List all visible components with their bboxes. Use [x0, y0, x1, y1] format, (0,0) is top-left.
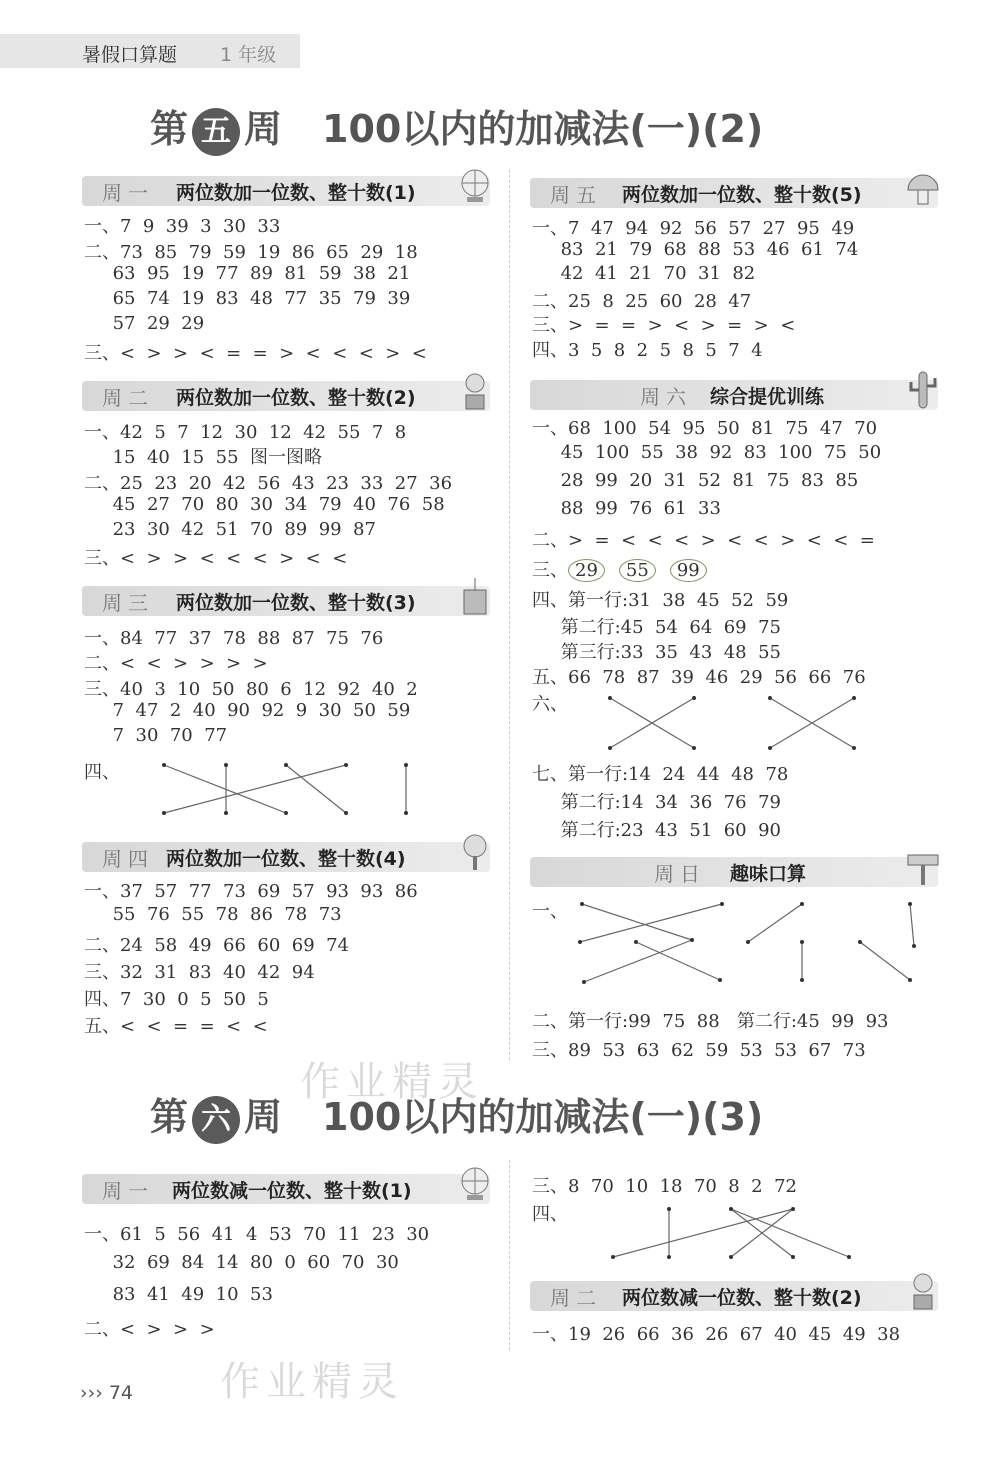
answer-line: 一、84 77 37 78 88 87 75 76 [84, 628, 384, 649]
crossing-lines-diagram [600, 690, 870, 760]
circled-number: 29 [568, 559, 605, 582]
answer-line: 三、32 31 83 40 42 94 [84, 962, 315, 983]
answer-line: 55 76 55 78 86 78 73 [84, 904, 342, 925]
circled-number: 55 [619, 559, 656, 582]
answer-line: 二、< < > > > > [84, 653, 268, 674]
globe-icon [456, 166, 494, 206]
signpost-icon [904, 847, 942, 887]
day-label: 周四 [102, 847, 154, 871]
answer-line: 42 41 21 70 31 82 [532, 263, 756, 284]
answer-line: 三、< > > < < < > < < [84, 548, 348, 569]
matching-diagram [605, 1205, 865, 1265]
section-bar-w5-mon [82, 176, 490, 206]
answer-line: 23 30 42 51 70 89 99 87 [84, 519, 376, 540]
answer-line: 七、第一行:14 24 44 48 78 [532, 764, 789, 785]
mushroom-icon [904, 168, 942, 208]
section-bar-w5-thu [82, 842, 490, 872]
answer-line: 7 30 70 77 [84, 725, 228, 746]
answer-line: 63 95 19 77 89 81 59 38 21 [84, 263, 411, 284]
answer-line: 32 69 84 14 80 0 60 70 30 [84, 1252, 399, 1273]
globe-icon [456, 1164, 494, 1204]
section-title: 两位数加一位数、整十数(1) [176, 182, 416, 204]
section-bar-w6-mon [82, 1174, 490, 1204]
day-label: 周一 [102, 181, 154, 205]
answer-line: 四、7 30 0 5 50 5 [84, 989, 269, 1010]
answer-line: 三、89 53 63 62 59 53 53 67 73 [532, 1040, 866, 1061]
section-bar-w6-tue [530, 1281, 938, 1311]
day-label: 周日 [654, 862, 706, 886]
answer-line: 45 27 70 80 30 34 79 40 76 58 [84, 494, 445, 515]
answer-line: 二、第一行:99 75 88 第二行:45 99 93 [532, 1011, 889, 1032]
day-label: 周二 [550, 1286, 602, 1310]
section-title: 两位数加一位数、整十数(3) [176, 592, 416, 614]
answer-line: 三、8 70 10 18 70 8 2 72 [532, 1176, 797, 1197]
circled-answers [532, 556, 721, 582]
week-prefix: 第 [150, 107, 189, 151]
answer-line: 三、40 3 10 50 80 6 12 92 40 2 [84, 679, 418, 700]
day-label: 周五 [550, 183, 602, 207]
section-bar-w5-sun [530, 857, 938, 887]
week-topic: 100以内的加减法(一)(3) [322, 1095, 764, 1139]
column-divider [509, 1160, 510, 1350]
answer-line: 二、< > > > [84, 1319, 215, 1340]
answer-line: 三、< > > < = = > < < < > < [84, 343, 427, 364]
answer-line: 7 47 2 40 90 92 9 30 50 59 [84, 700, 411, 721]
section-bar-w5-wed [82, 586, 490, 616]
answer-line: 二、24 58 49 66 60 69 74 [84, 935, 349, 956]
answer-line: 四、第一行:31 38 45 52 59 [532, 590, 789, 611]
week-suffix: 周 [244, 107, 283, 151]
answer-line: 二、25 8 25 60 28 47 [532, 291, 752, 312]
flower-pot-icon [904, 1271, 942, 1311]
question-label: 四、 [532, 1204, 568, 1225]
answer-line: 二、73 85 79 59 19 86 65 29 18 [84, 242, 418, 263]
question-label: 六、 [532, 694, 568, 715]
week-prefix: 第 [150, 1095, 189, 1139]
watermark: 作业精灵 [220, 1359, 404, 1405]
answer-line: 第二行:23 43 51 60 90 [532, 820, 781, 841]
grade-label: 1 年级 [220, 44, 277, 66]
day-label: 周二 [102, 386, 154, 410]
answer-line: 第二行:14 34 36 76 79 [532, 792, 781, 813]
section-bar-w5-tue [82, 381, 490, 411]
section-title: 两位数加一位数、整十数(2) [176, 387, 416, 409]
section-title: 趣味口算 [730, 863, 807, 885]
page-number-value: 74 [108, 1382, 134, 1404]
day-label: 周三 [102, 591, 154, 615]
page-number: ››› 74 [80, 1382, 134, 1404]
week-number-badge: 五 [192, 108, 240, 156]
answer-line: 15 40 15 55 图一图略 [84, 447, 322, 468]
section-title: 综合提优训练 [710, 386, 825, 408]
day-label: 周六 [640, 385, 692, 409]
question-label: 一、 [532, 901, 568, 922]
question-label: 四、 [84, 762, 120, 783]
column-divider [509, 170, 510, 1060]
answer-line: 一、7 9 39 3 30 33 [84, 216, 281, 237]
answer-line: 一、37 57 77 73 69 57 93 93 86 [84, 881, 418, 902]
answer-line: 第三行:33 35 43 48 55 [532, 642, 781, 663]
answer-line: 三、> = = > < > = > < [532, 315, 796, 336]
answer-line: 28 99 20 31 52 81 75 83 85 [532, 470, 859, 491]
answer-line: 一、68 100 54 95 50 81 75 47 70 [532, 418, 878, 439]
circled-number: 99 [670, 559, 707, 582]
tree-icon [456, 832, 494, 872]
answer-line: 第二行:45 54 64 69 75 [532, 617, 781, 638]
answer-line: 45 100 55 38 92 83 100 75 50 [532, 442, 882, 463]
answer-line: 二、> = < < < > < < > < < = [532, 530, 875, 551]
book-title: 暑假口算题 [82, 44, 178, 66]
section-title: 两位数减一位数、整十数(2) [622, 1287, 862, 1309]
answer-line: 二、25 23 20 42 56 43 23 33 27 36 [84, 473, 453, 494]
answer-line: 57 29 29 [84, 313, 205, 334]
section-title: 两位数加一位数、整十数(5) [622, 184, 862, 206]
answer-line: 65 74 19 83 48 77 35 79 39 [84, 288, 411, 309]
answer-line: 一、61 5 56 41 4 53 70 11 23 30 [84, 1224, 430, 1245]
answer-line: 83 41 49 10 53 [84, 1284, 273, 1305]
answer-line: 88 99 76 61 33 [532, 498, 721, 519]
cactus-icon [904, 370, 942, 410]
matching-diagram [150, 760, 420, 820]
answer-line: 一、7 47 94 92 56 57 27 95 49 [532, 218, 855, 239]
section-bar-w5-fri [530, 178, 938, 208]
castle-icon [456, 576, 494, 616]
day-label: 周一 [102, 1179, 154, 1203]
section-bar-w5-sat [530, 380, 938, 410]
answer-line: 一、19 26 66 36 26 67 40 45 49 38 [532, 1324, 901, 1345]
section-title: 两位数减一位数、整十数(1) [172, 1180, 412, 1202]
book-header [0, 34, 300, 68]
answer-line: 四、3 5 8 2 5 8 5 7 4 [532, 340, 763, 361]
week5-title [150, 98, 763, 156]
section-title: 两位数加一位数、整十数(4) [166, 848, 406, 870]
answer-line: 一、42 5 7 12 30 12 42 55 7 8 [84, 422, 407, 443]
answer-line: 五、< < = = < < [84, 1016, 268, 1037]
answer-line: 五、66 78 87 39 46 29 56 66 76 [532, 667, 866, 688]
week-number-badge: 六 [192, 1096, 240, 1144]
answer-line: 83 21 79 68 88 53 46 61 74 [532, 239, 859, 260]
week-topic: 100以内的加减法(一)(2) [322, 107, 764, 151]
matching-diagram [570, 900, 920, 990]
flower-pot-icon [456, 371, 494, 411]
watermark: 作业精灵 [300, 1059, 484, 1105]
question-label: 三、 [532, 560, 568, 581]
week-suffix: 周 [244, 1095, 283, 1139]
